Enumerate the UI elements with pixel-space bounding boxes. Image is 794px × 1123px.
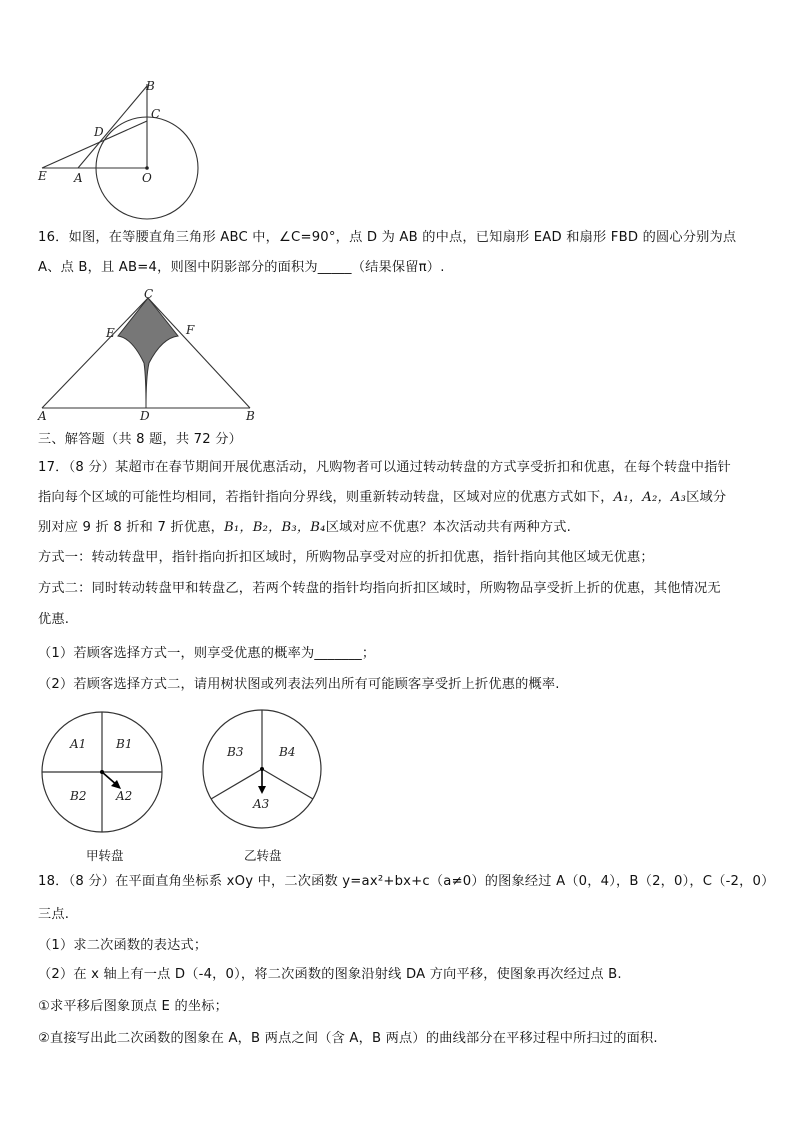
q17-line2 xyxy=(38,489,726,507)
q18-c1: ①求平移后图象顶点 E 的坐标； xyxy=(38,999,228,1014)
q16-line2: A、点 B，且 AB=4，则图中阴影部分的面积为_____（结果保留π）. xyxy=(38,260,445,275)
spinner-jia-caption: 甲转盘 xyxy=(86,848,124,863)
q18-line2: 三点. xyxy=(38,907,70,922)
label-A2: A2 xyxy=(116,789,133,803)
label-B3: B3 xyxy=(227,745,244,759)
label-B2: B2 xyxy=(70,789,87,803)
label-D: D xyxy=(94,125,104,139)
q17-line2-tail: 区域分 xyxy=(686,490,727,505)
label-B1: B1 xyxy=(116,737,133,751)
label-B: B xyxy=(146,79,155,93)
spinner-jia xyxy=(40,710,166,836)
label-C: C xyxy=(151,107,161,121)
q17-a-regions: A₁，A₂，A₃ xyxy=(613,490,687,505)
spinner-yi-caption: 乙转盘 xyxy=(244,848,282,863)
q18-c2: ②直接写出此二次函数的图象在 A，B 两点之间（含 A，B 两点）的曲线部分在平移过程中所扫过的面积. xyxy=(38,1031,658,1046)
q16-line1: 16．如图，在等腰直角三角形 ABC 中，∠C=90°，点 D 为 AB 的中点，已知扇形 EAD 和扇形 FBD 的圆心分别为点 xyxy=(38,230,737,245)
q17-line2-text: 指向每个区域的可能性均相同，若指针指向分界线，则重新转动转盘，区域对应的优惠方式如下， xyxy=(38,490,614,505)
q17-way1: 方式一：转动转盘甲，指针指向折扣区域时，所购物品享受对应的折扣优惠，指针指向其他区域无优惠； xyxy=(38,550,654,565)
q18-line1: 18．（8 分）在平面直角坐标系 xOy 中，二次函数 y=ax²+bx+c（a≠0）的图象经过 A（0，4），B（2，0），C（-2，0） xyxy=(38,874,775,889)
q17-sub2: （2）若顾客选择方式二，请用树状图或列表法列出所有可能顾客享受折上折优惠的概率. xyxy=(38,677,560,692)
label-B4: B4 xyxy=(279,745,296,759)
section-heading: 三、解答题（共 8 题，共 72 分） xyxy=(38,432,242,447)
q17-b-regions: B₁，B₂，B₃，B₄ xyxy=(224,520,326,535)
q17-line3-tail: 区域对应不优惠？本次活动共有两种方式. xyxy=(325,520,572,535)
q18-sub2: （2）在 x 轴上有一点 D（-4，0），将二次函数的图象沿射线 DA 方向平移，使图象再次经过点 B. xyxy=(38,967,622,982)
label-A1: A1 xyxy=(70,737,87,751)
label-A: A xyxy=(38,409,47,423)
q17-line3-text: 别对应 9 折 8 折和 7 折优惠， xyxy=(38,520,224,535)
spinner-yi xyxy=(201,708,325,832)
label-D: D xyxy=(140,409,150,423)
label-C: C xyxy=(144,287,154,301)
label-B: B xyxy=(246,409,255,423)
figure-16-triangle-sectors xyxy=(36,288,266,428)
figure-15-circle-tangent xyxy=(36,78,206,220)
label-O: O xyxy=(142,171,152,185)
label-A3: A3 xyxy=(253,797,270,811)
q17-sub1: （1）若顾客选择方式一，则享受优惠的概率为_______； xyxy=(38,646,376,661)
label-A: A xyxy=(74,171,83,185)
label-E: E xyxy=(106,326,115,340)
q17-line3 xyxy=(38,519,571,537)
q18-sub1: （1）求二次函数的表达式； xyxy=(38,938,208,953)
q17-way2-line2: 优惠. xyxy=(38,612,70,627)
label-E: E xyxy=(38,169,47,183)
q17-line1: 17．（8 分）某超市在春节期间开展优惠活动，凡购物者可以通过转动转盘的方式享受折扣和优惠，在每个转盘中指针 xyxy=(38,460,731,475)
q17-way2-line1: 方式二：同时转动转盘甲和转盘乙，若两个转盘的指针均指向折扣区域时，所购物品享受折上折的优惠，其他情况无 xyxy=(38,581,721,596)
label-F: F xyxy=(186,323,195,337)
